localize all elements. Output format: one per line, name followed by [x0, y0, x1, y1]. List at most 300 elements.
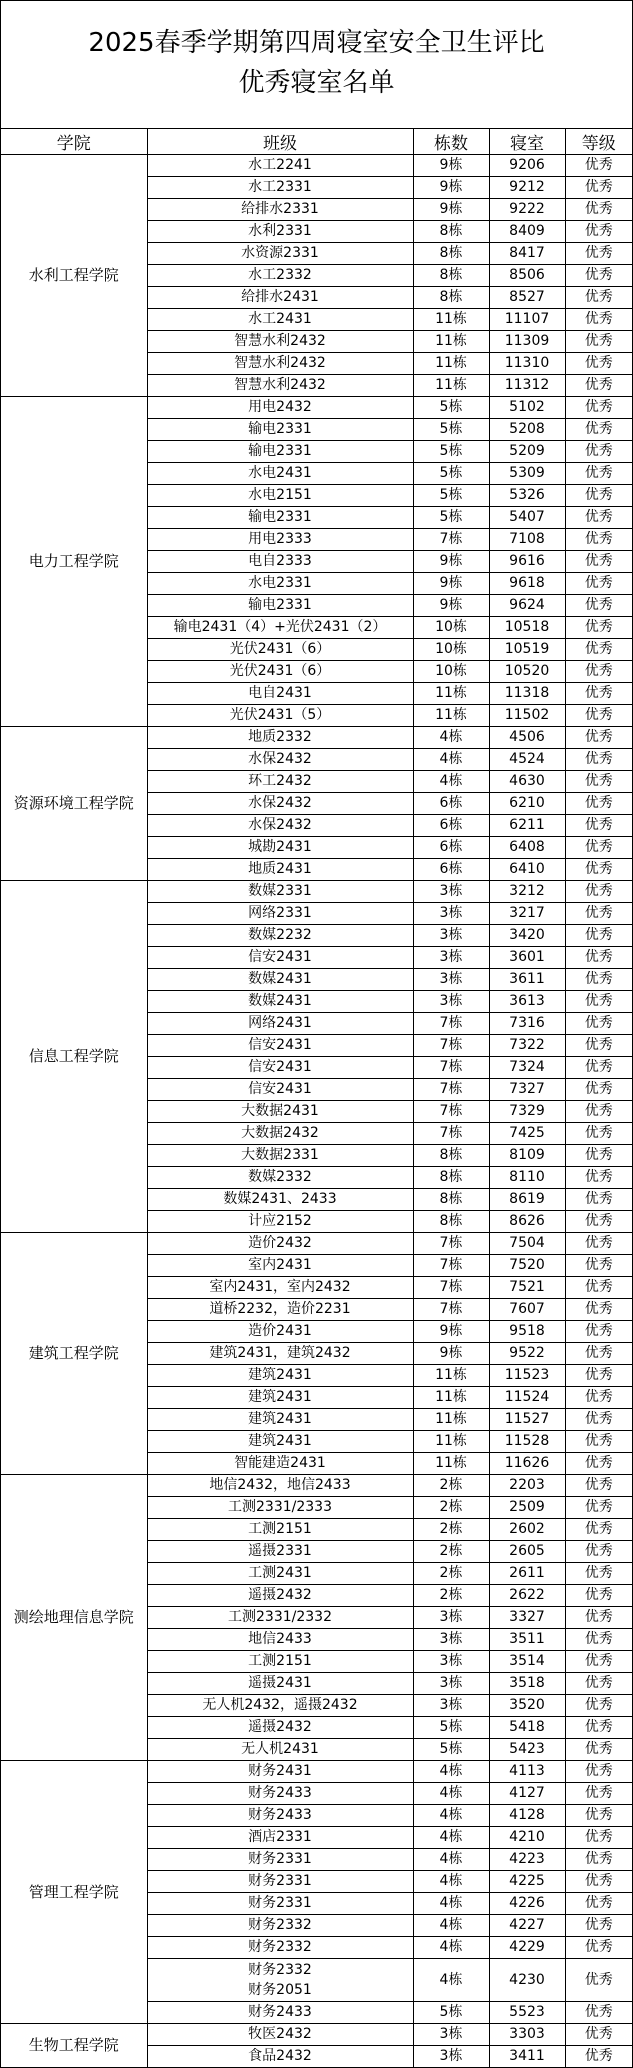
- building-cell: 11栋: [413, 331, 489, 353]
- building-cell: 7栋: [413, 1255, 489, 1277]
- college-cell: 测绘地理信息学院: [1, 1475, 147, 1761]
- class-cell: 信安2431: [147, 1079, 413, 1101]
- class-cell: 光伏2431（6）: [147, 639, 413, 661]
- college-cell: 建筑工程学院: [1, 1233, 147, 1475]
- class-cell: 水电2431: [147, 463, 413, 485]
- class-cell: 用电2432: [147, 397, 413, 419]
- building-cell: 11栋: [413, 1387, 489, 1409]
- room-cell: 5523: [489, 2002, 565, 2024]
- room-cell: 11626: [489, 1453, 565, 1475]
- class-cell: 水保2432: [147, 793, 413, 815]
- grade-cell: 优秀: [565, 1387, 632, 1409]
- class-cell: 输电2331: [147, 419, 413, 441]
- building-cell: 4栋: [413, 1827, 489, 1849]
- room-cell: 4210: [489, 1827, 565, 1849]
- room-cell: 2605: [489, 1541, 565, 1563]
- grade-cell: 优秀: [565, 925, 632, 947]
- room-cell: 7324: [489, 1057, 565, 1079]
- building-cell: 8栋: [413, 1145, 489, 1167]
- building-cell: 4栋: [413, 727, 489, 749]
- class-cell: 信安2431: [147, 1057, 413, 1079]
- class-cell: 数媒2431: [147, 969, 413, 991]
- grade-cell: 优秀: [565, 1299, 632, 1321]
- room-cell: 3601: [489, 947, 565, 969]
- grade-cell: 优秀: [565, 1519, 632, 1541]
- grade-cell: 优秀: [565, 617, 632, 639]
- class-cell: 地信2432，地信2433: [147, 1475, 413, 1497]
- building-cell: 3栋: [413, 1695, 489, 1717]
- room-cell: 3411: [489, 2046, 565, 2068]
- grade-cell: 优秀: [565, 507, 632, 529]
- room-cell: 4229: [489, 1937, 565, 1959]
- room-cell: 3303: [489, 2024, 565, 2046]
- room-cell: 5102: [489, 397, 565, 419]
- class-cell: 酒店2331: [147, 1827, 413, 1849]
- building-cell: 3栋: [413, 2024, 489, 2046]
- class-cell: 工测2151: [147, 1651, 413, 1673]
- class-cell: 水保2432: [147, 749, 413, 771]
- room-cell: 2622: [489, 1585, 565, 1607]
- college-cell: 水利工程学院: [1, 155, 147, 397]
- class-cell: 财务2332: [147, 1937, 413, 1959]
- class-cell: 大数据2431: [147, 1101, 413, 1123]
- room-cell: 3511: [489, 1629, 565, 1651]
- room-cell: 11310: [489, 353, 565, 375]
- building-cell: 4栋: [413, 1893, 489, 1915]
- header-row: [1, 129, 632, 155]
- building-cell: 7栋: [413, 1035, 489, 1057]
- class-cell: 财务2331: [147, 1893, 413, 1915]
- grade-cell: 优秀: [565, 1563, 632, 1585]
- class-cell: 数媒2332: [147, 1167, 413, 1189]
- grade-cell: 优秀: [565, 1431, 632, 1453]
- room-cell: 7329: [489, 1101, 565, 1123]
- title-block: [1, 1, 632, 129]
- class-cell: 财务2332: [147, 1915, 413, 1937]
- grade-cell: 优秀: [565, 1321, 632, 1343]
- class-cell: 输电2431（4）+光伏2431（2）: [147, 617, 413, 639]
- building-cell: 4栋: [413, 1805, 489, 1827]
- room-cell: 7520: [489, 1255, 565, 1277]
- room-cell: 5423: [489, 1739, 565, 1761]
- grade-cell: 优秀: [565, 1101, 632, 1123]
- table-row: [1, 727, 632, 749]
- class-cell: 数媒2431、2433: [147, 1189, 413, 1211]
- grade-cell: 优秀: [565, 1079, 632, 1101]
- room-cell: 4524: [489, 749, 565, 771]
- page-subtitle: 优秀寝室名单: [238, 68, 395, 98]
- building-cell: 6栋: [413, 859, 489, 881]
- class-cell: 室内2431: [147, 1255, 413, 1277]
- room-cell: 4127: [489, 1783, 565, 1805]
- class-cell: 财务2431: [147, 1761, 413, 1783]
- building-cell: 5栋: [413, 1717, 489, 1739]
- grade-cell: 优秀: [565, 419, 632, 441]
- room-cell: 8527: [489, 287, 565, 309]
- class-cell: 用电2333: [147, 529, 413, 551]
- building-cell: 6栋: [413, 793, 489, 815]
- grade-cell: 优秀: [565, 1475, 632, 1497]
- room-cell: 4223: [489, 1849, 565, 1871]
- room-cell: 5407: [489, 507, 565, 529]
- room-cell: 2602: [489, 1519, 565, 1541]
- room-cell: 11502: [489, 705, 565, 727]
- building-cell: 8栋: [413, 1167, 489, 1189]
- class-cell: 光伏2431（5）: [147, 705, 413, 727]
- building-cell: 3栋: [413, 969, 489, 991]
- room-cell: 9206: [489, 155, 565, 177]
- class-cell: 水电2331: [147, 573, 413, 595]
- building-cell: 11栋: [413, 683, 489, 705]
- grade-cell: 优秀: [565, 1145, 632, 1167]
- grade-cell: 优秀: [565, 705, 632, 727]
- room-cell: 6410: [489, 859, 565, 881]
- building-cell: 7栋: [413, 1057, 489, 1079]
- class-cell: 环工2432: [147, 771, 413, 793]
- room-cell: 9518: [489, 1321, 565, 1343]
- class-cell: 信安2431: [147, 1035, 413, 1057]
- class-cell: 建筑2431: [147, 1409, 413, 1431]
- building-cell: 9栋: [413, 199, 489, 221]
- header-college: 学院: [1, 129, 147, 155]
- grade-cell: 优秀: [565, 1035, 632, 1057]
- class-cell: 光伏2431（6）: [147, 661, 413, 683]
- room-cell: 10519: [489, 639, 565, 661]
- grade-cell: 优秀: [565, 947, 632, 969]
- table-row: [1, 881, 632, 903]
- building-cell: 4栋: [413, 1915, 489, 1937]
- grade-cell: 优秀: [565, 243, 632, 265]
- grade-cell: 优秀: [565, 1277, 632, 1299]
- grade-cell: 优秀: [565, 683, 632, 705]
- building-cell: 10栋: [413, 639, 489, 661]
- building-cell: 5栋: [413, 441, 489, 463]
- class-cell: 建筑2431: [147, 1365, 413, 1387]
- room-cell: 11309: [489, 331, 565, 353]
- building-cell: 4栋: [413, 1849, 489, 1871]
- building-cell: 7栋: [413, 1101, 489, 1123]
- building-cell: 9栋: [413, 155, 489, 177]
- class-cell: 工测2431: [147, 1563, 413, 1585]
- building-cell: 7栋: [413, 1299, 489, 1321]
- class-cell: 电自2333: [147, 551, 413, 573]
- grade-cell: 优秀: [565, 639, 632, 661]
- grade-cell: 优秀: [565, 881, 632, 903]
- room-cell: 3514: [489, 1651, 565, 1673]
- class-cell: 遥摄2432: [147, 1717, 413, 1739]
- building-cell: 6栋: [413, 837, 489, 859]
- room-cell: 8409: [489, 221, 565, 243]
- class-cell: 输电2331: [147, 441, 413, 463]
- building-cell: 7栋: [413, 1277, 489, 1299]
- class-cell: 财务2433: [147, 2002, 413, 2024]
- grade-cell: 优秀: [565, 2024, 632, 2046]
- building-cell: 7栋: [413, 1013, 489, 1035]
- grade-cell: 优秀: [565, 1057, 632, 1079]
- grade-cell: 优秀: [565, 155, 632, 177]
- class-cell: 水电2151: [147, 485, 413, 507]
- room-cell: 7108: [489, 529, 565, 551]
- grade-cell: 优秀: [565, 375, 632, 397]
- grade-cell: 优秀: [565, 551, 632, 573]
- building-cell: 10栋: [413, 617, 489, 639]
- grade-cell: 优秀: [565, 1409, 632, 1431]
- class-cell: 城勘2431: [147, 837, 413, 859]
- building-cell: 5栋: [413, 2002, 489, 2024]
- building-cell: 11栋: [413, 309, 489, 331]
- class-cell: 网络2431: [147, 1013, 413, 1035]
- class-cell: 财务2331: [147, 1849, 413, 1871]
- building-cell: 11栋: [413, 353, 489, 375]
- room-cell: 4506: [489, 727, 565, 749]
- building-cell: 9栋: [413, 1321, 489, 1343]
- grade-cell: 优秀: [565, 1123, 632, 1145]
- class-cell: 电自2431: [147, 683, 413, 705]
- class-cell: 信安2431: [147, 947, 413, 969]
- class-cell: 数媒2232: [147, 925, 413, 947]
- class-cell: 地质2332: [147, 727, 413, 749]
- class-cell: 建筑2431: [147, 1387, 413, 1409]
- room-cell: 11524: [489, 1387, 565, 1409]
- building-cell: 4栋: [413, 1761, 489, 1783]
- class-cell: 水工2331: [147, 177, 413, 199]
- class-cell: 工测2151: [147, 1519, 413, 1541]
- room-cell: 4128: [489, 1805, 565, 1827]
- building-cell: 9栋: [413, 551, 489, 573]
- building-cell: 5栋: [413, 1739, 489, 1761]
- building-cell: 9栋: [413, 177, 489, 199]
- grade-cell: 优秀: [565, 265, 632, 287]
- building-cell: 6栋: [413, 815, 489, 837]
- room-cell: 11527: [489, 1409, 565, 1431]
- grade-cell: 优秀: [565, 441, 632, 463]
- building-cell: 11栋: [413, 1365, 489, 1387]
- grade-cell: 优秀: [565, 1827, 632, 1849]
- class-cell: 无人机2432，遥摄2432: [147, 1695, 413, 1717]
- grade-cell: 优秀: [565, 1255, 632, 1277]
- grade-cell: 优秀: [565, 463, 632, 485]
- building-cell: 11栋: [413, 1409, 489, 1431]
- grade-cell: 优秀: [565, 2002, 632, 2024]
- grade-cell: 优秀: [565, 1761, 632, 1783]
- building-cell: 3栋: [413, 1673, 489, 1695]
- building-cell: 8栋: [413, 243, 489, 265]
- building-cell: 11栋: [413, 1453, 489, 1475]
- building-cell: 5栋: [413, 419, 489, 441]
- room-cell: 9616: [489, 551, 565, 573]
- table-row: [1, 1761, 632, 1783]
- grade-cell: 优秀: [565, 1717, 632, 1739]
- room-cell: 8109: [489, 1145, 565, 1167]
- grade-cell: 优秀: [565, 1937, 632, 1959]
- building-cell: 3栋: [413, 1629, 489, 1651]
- room-cell: 3212: [489, 881, 565, 903]
- class-cell: 食品2432: [147, 2046, 413, 2068]
- grade-cell: 优秀: [565, 1607, 632, 1629]
- class-cell: 工测2331/2333: [147, 1497, 413, 1519]
- room-cell: 11523: [489, 1365, 565, 1387]
- class-cell: 水资源2331: [147, 243, 413, 265]
- room-cell: 2611: [489, 1563, 565, 1585]
- building-cell: 3栋: [413, 991, 489, 1013]
- grade-cell: 优秀: [565, 1365, 632, 1387]
- building-cell: 9栋: [413, 1343, 489, 1365]
- room-cell: 3518: [489, 1673, 565, 1695]
- building-cell: 4栋: [413, 1959, 489, 2002]
- room-cell: 7425: [489, 1123, 565, 1145]
- building-cell: 4栋: [413, 1783, 489, 1805]
- grade-cell: 优秀: [565, 529, 632, 551]
- table-row: [1, 155, 632, 177]
- grade-cell: 优秀: [565, 573, 632, 595]
- dorm-table: [1, 129, 632, 2068]
- grade-cell: 优秀: [565, 1849, 632, 1871]
- grade-cell: 优秀: [565, 815, 632, 837]
- room-cell: 4227: [489, 1915, 565, 1937]
- room-cell: 9222: [489, 199, 565, 221]
- room-cell: 6210: [489, 793, 565, 815]
- class-cell: 遥摄2331: [147, 1541, 413, 1563]
- class-cell: 道桥2232，造价2231: [147, 1299, 413, 1321]
- header-building: 栋数: [413, 129, 489, 155]
- building-cell: 8栋: [413, 265, 489, 287]
- building-cell: 2栋: [413, 1519, 489, 1541]
- building-cell: 5栋: [413, 507, 489, 529]
- room-cell: 7504: [489, 1233, 565, 1255]
- room-cell: 3520: [489, 1695, 565, 1717]
- class-cell: 造价2431: [147, 1321, 413, 1343]
- room-cell: 5208: [489, 419, 565, 441]
- grade-cell: 优秀: [565, 1453, 632, 1475]
- room-cell: 8506: [489, 265, 565, 287]
- class-cell: 造价2432: [147, 1233, 413, 1255]
- table-row: [1, 1233, 632, 1255]
- grade-cell: 优秀: [565, 1673, 632, 1695]
- class-cell: 输电2331: [147, 595, 413, 617]
- class-cell: 给排水2331: [147, 199, 413, 221]
- building-cell: 3栋: [413, 925, 489, 947]
- building-cell: 9栋: [413, 595, 489, 617]
- grade-cell: 优秀: [565, 1585, 632, 1607]
- grade-cell: 优秀: [565, 309, 632, 331]
- grade-cell: 优秀: [565, 2046, 632, 2068]
- grade-cell: 优秀: [565, 793, 632, 815]
- grade-cell: 优秀: [565, 661, 632, 683]
- grade-cell: 优秀: [565, 1541, 632, 1563]
- header-room: 寝室: [489, 129, 565, 155]
- room-cell: 5309: [489, 463, 565, 485]
- grade-cell: 优秀: [565, 1497, 632, 1519]
- room-cell: 4113: [489, 1761, 565, 1783]
- class-cell: 遥摄2431: [147, 1673, 413, 1695]
- building-cell: 3栋: [413, 903, 489, 925]
- room-cell: 8417: [489, 243, 565, 265]
- building-cell: 7栋: [413, 1123, 489, 1145]
- college-cell: 电力工程学院: [1, 397, 147, 727]
- grade-cell: 优秀: [565, 1783, 632, 1805]
- room-cell: 7316: [489, 1013, 565, 1035]
- grade-cell: 优秀: [565, 1739, 632, 1761]
- class-cell: 智慧水利2432: [147, 353, 413, 375]
- grade-cell: 优秀: [565, 749, 632, 771]
- table-body: [1, 155, 632, 2068]
- room-cell: 11318: [489, 683, 565, 705]
- grade-cell: 优秀: [565, 287, 632, 309]
- room-cell: 7521: [489, 1277, 565, 1299]
- room-cell: 5418: [489, 1717, 565, 1739]
- grade-cell: 优秀: [565, 1167, 632, 1189]
- class-cell: 大数据2432: [147, 1123, 413, 1145]
- building-cell: 2栋: [413, 1541, 489, 1563]
- building-cell: 2栋: [413, 1585, 489, 1607]
- grade-cell: 优秀: [565, 1695, 632, 1717]
- class-cell: 财务2332 财务2051: [147, 1959, 413, 2002]
- grade-cell: 优秀: [565, 177, 632, 199]
- grade-cell: 优秀: [565, 903, 632, 925]
- class-cell: 计应2152: [147, 1211, 413, 1233]
- room-cell: 8110: [489, 1167, 565, 1189]
- room-cell: 7607: [489, 1299, 565, 1321]
- table-row: [1, 2024, 632, 2046]
- building-cell: 10栋: [413, 661, 489, 683]
- class-cell: 智能建造2431: [147, 1453, 413, 1475]
- room-cell: 10520: [489, 661, 565, 683]
- room-cell: 11312: [489, 375, 565, 397]
- room-cell: 4226: [489, 1893, 565, 1915]
- class-cell: 牧医2432: [147, 2024, 413, 2046]
- building-cell: 7栋: [413, 529, 489, 551]
- class-cell: 水工2332: [147, 265, 413, 287]
- class-cell: 室内2431，室内2432: [147, 1277, 413, 1299]
- college-cell: 管理工程学院: [1, 1761, 147, 2024]
- room-cell: 8626: [489, 1211, 565, 1233]
- class-cell: 地信2433: [147, 1629, 413, 1651]
- room-cell: 4630: [489, 771, 565, 793]
- building-cell: 2栋: [413, 1475, 489, 1497]
- building-cell: 4栋: [413, 771, 489, 793]
- class-cell: 网络2331: [147, 903, 413, 925]
- grade-cell: 优秀: [565, 1629, 632, 1651]
- room-cell: 11528: [489, 1431, 565, 1453]
- grade-cell: 优秀: [565, 1915, 632, 1937]
- grade-cell: 优秀: [565, 1959, 632, 2002]
- class-cell: 建筑2431，建筑2432: [147, 1343, 413, 1365]
- grade-cell: 优秀: [565, 331, 632, 353]
- page-title: 2025春季学期第四周寝室安全卫生评比: [88, 28, 545, 58]
- grade-cell: 优秀: [565, 1211, 632, 1233]
- building-cell: 11栋: [413, 375, 489, 397]
- building-cell: 8栋: [413, 221, 489, 243]
- building-cell: 8栋: [413, 287, 489, 309]
- building-cell: 3栋: [413, 1651, 489, 1673]
- room-cell: 4230: [489, 1959, 565, 2002]
- class-cell: 大数据2331: [147, 1145, 413, 1167]
- building-cell: 4栋: [413, 1937, 489, 1959]
- grade-cell: 优秀: [565, 727, 632, 749]
- grade-cell: 优秀: [565, 991, 632, 1013]
- college-cell: 生物工程学院: [1, 2024, 147, 2068]
- class-cell: 建筑2431: [147, 1431, 413, 1453]
- room-cell: 3327: [489, 1607, 565, 1629]
- grade-cell: 优秀: [565, 1651, 632, 1673]
- grade-cell: 优秀: [565, 1343, 632, 1365]
- college-cell: 信息工程学院: [1, 881, 147, 1233]
- class-cell: 财务2433: [147, 1783, 413, 1805]
- class-cell: 地质2431: [147, 859, 413, 881]
- building-cell: 4栋: [413, 749, 489, 771]
- room-cell: 5326: [489, 485, 565, 507]
- room-cell: 7322: [489, 1035, 565, 1057]
